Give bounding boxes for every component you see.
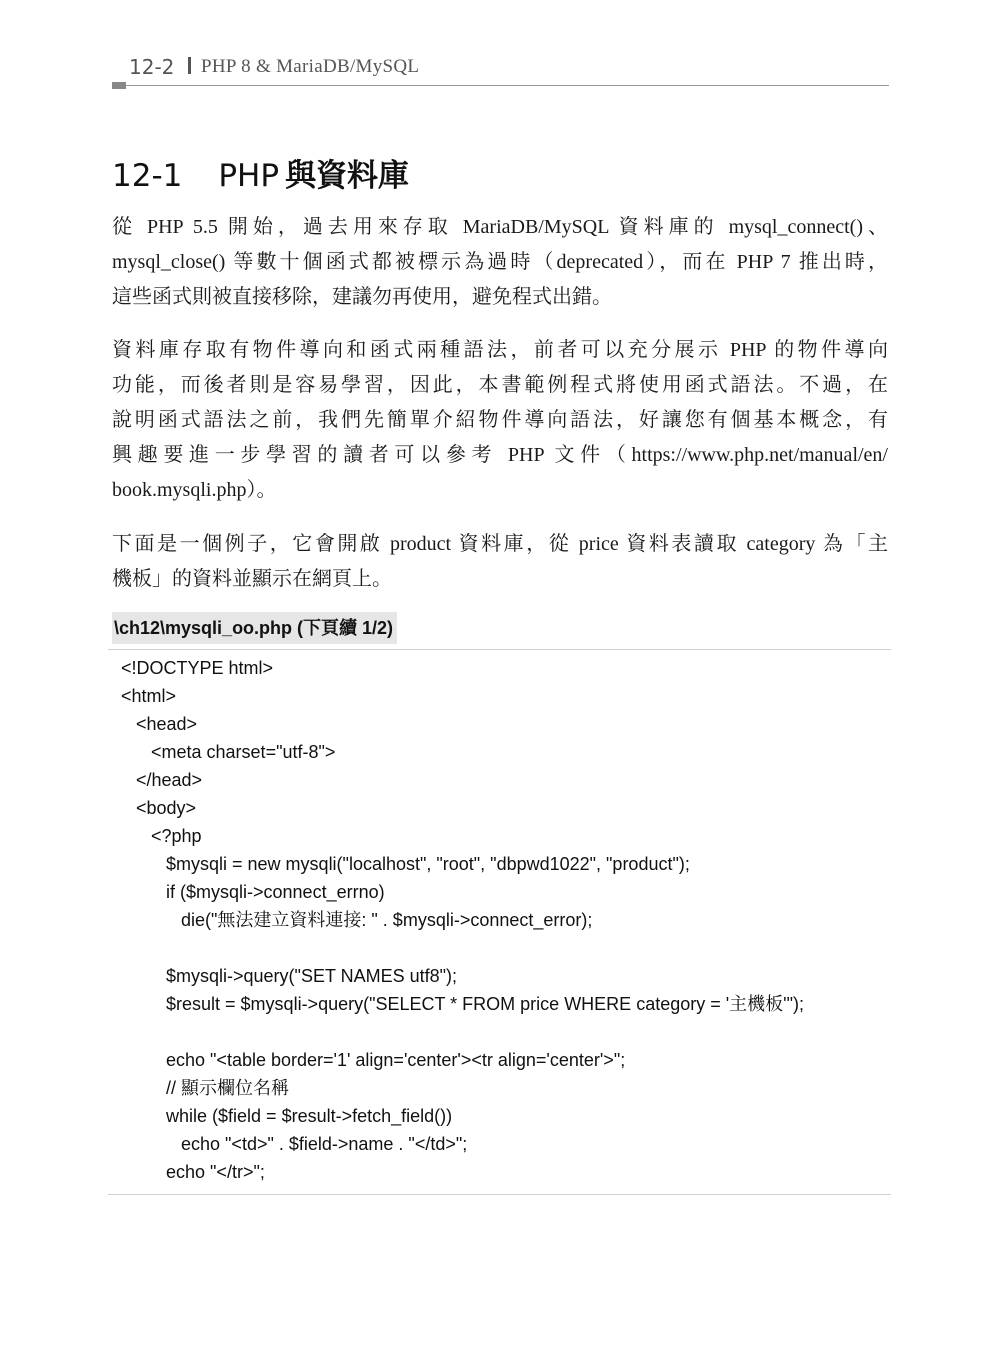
paragraph-line: 下面是一個例子，它會開啟 product 資料庫，從 price 資料表讀取 category 為「主 bbox=[112, 533, 888, 555]
paragraph-line: 功能，而後者則是容易學習，因此，本書範例程式將使用函式語法。不過，在 bbox=[112, 374, 888, 396]
code-line: // 顯示欄位名稱 bbox=[121, 1078, 290, 1098]
paragraph-3 bbox=[112, 527, 888, 597]
paragraph-line: 資料庫存取有物件導向和函式兩種語法，前者可以充分展示 PHP 的物件導向 bbox=[112, 339, 888, 361]
header-tab-marker bbox=[112, 82, 126, 89]
section-title-zh: 與資料庫 bbox=[285, 158, 410, 194]
code-line: echo "<table border='1' align='center'><tr align='center'>"; bbox=[121, 1050, 626, 1070]
code-line: <body> bbox=[121, 798, 197, 818]
code-caption: \ch12\mysqli_oo.php (下頁續 1/2) bbox=[112, 612, 397, 644]
paragraph-1 bbox=[112, 210, 888, 315]
paragraph-2 bbox=[112, 333, 888, 508]
code-line: <!DOCTYPE html> bbox=[121, 658, 274, 678]
code-line: <?php bbox=[121, 826, 202, 846]
book-title: PHP 8 & MariaDB/MySQL bbox=[201, 56, 420, 77]
paragraph-line: 興趣要進一步學習的讀者可以參考 PHP 文件（https://www.php.net/manual/en/ bbox=[112, 444, 888, 466]
code-line: echo "</tr>"; bbox=[121, 1162, 265, 1182]
header-separator bbox=[188, 57, 191, 74]
code-line: $mysqli->query("SET NAMES utf8"); bbox=[121, 966, 458, 986]
code-line: <meta charset="utf-8"> bbox=[121, 742, 336, 762]
code-listing bbox=[108, 649, 891, 1195]
paragraph-line: 說明函式語法之前，我們先簡單介紹物件導向語法，好讓您有個基本概念，有 bbox=[112, 409, 888, 431]
page-number: 12-2 bbox=[129, 55, 175, 79]
section-title-en: PHP bbox=[218, 158, 280, 194]
code-line: if ($mysqli->connect_errno) bbox=[121, 882, 385, 902]
section-number: 12-1 bbox=[112, 158, 183, 194]
section-title bbox=[112, 150, 409, 195]
paragraph-line: book.mysqli.php）。 bbox=[112, 479, 277, 501]
code-line: while ($field = $result->fetch_field()) bbox=[121, 1106, 453, 1126]
code-line: <html> bbox=[121, 686, 177, 706]
paragraph-line: mysql_close() 等數十個函式都被標示為過時（deprecated），而在 PHP 7 推出時， bbox=[112, 251, 888, 273]
code-line: <head> bbox=[121, 714, 198, 734]
paragraph-line: 機板」的資料並顯示在網頁上。 bbox=[112, 568, 392, 590]
paragraph-line: 這些函式則被直接移除，建議勿再使用，避免程式出錯。 bbox=[112, 286, 612, 308]
header-rule bbox=[112, 85, 889, 86]
page-header bbox=[112, 50, 889, 90]
code-line: echo "<td>" . $field->name . "</td>"; bbox=[121, 1134, 468, 1154]
paragraph-line: 從 PHP 5.5 開始，過去用來存取 MariaDB/MySQL 資料庫的 mysql_connect()、 bbox=[112, 216, 888, 238]
code-line: $mysqli = new mysqli("localhost", "root", "dbpwd1022", "product"); bbox=[121, 854, 690, 874]
code-line: $result = $mysqli->query("SELECT * FROM price WHERE category = '主機板'"); bbox=[121, 994, 804, 1014]
code-line: die("無法建立資料連接: " . $mysqli->connect_error); bbox=[121, 910, 593, 930]
code-line: </head> bbox=[121, 770, 203, 790]
